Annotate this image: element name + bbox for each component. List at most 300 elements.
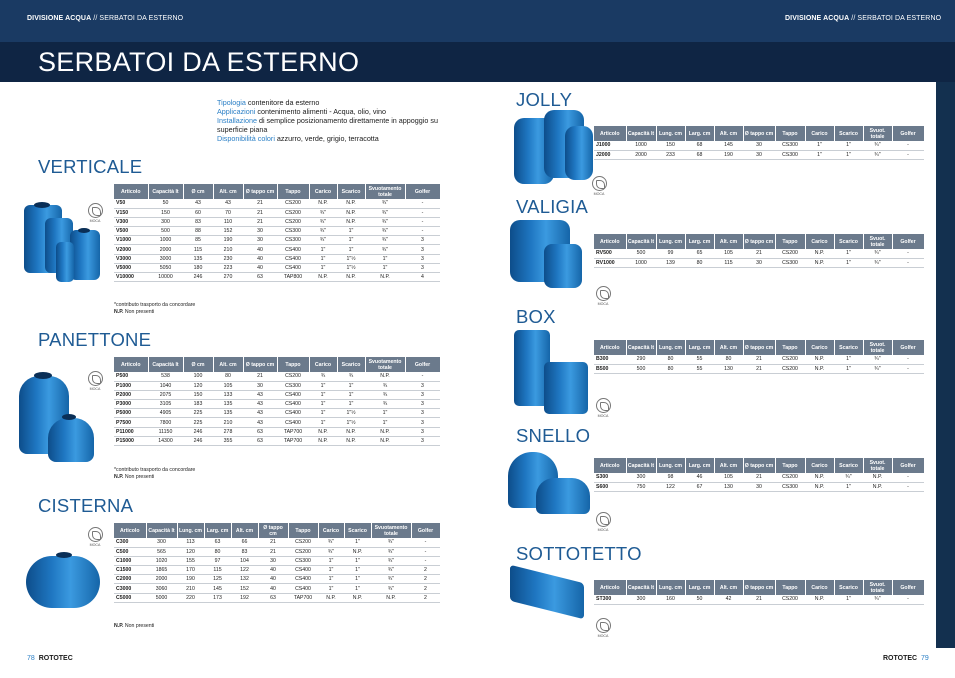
column-header: Carico (805, 234, 834, 249)
moca-icon: MOCA (592, 286, 614, 306)
table-cell: 225 (183, 409, 213, 418)
table-cell: - (405, 199, 440, 208)
table-cell: N.P. (344, 593, 371, 602)
table-cell: - (411, 538, 440, 547)
spec-table-verticale (114, 184, 441, 282)
table-cell: 30 (743, 141, 775, 150)
header-right-label: DIVISIONE ACQUA // SERBATOI DA ESTERNO (785, 15, 942, 22)
table-cell: 1" (337, 227, 365, 236)
column-header: Alt. cm (714, 234, 743, 249)
column-header: Ø tappo cm (243, 184, 277, 199)
table-cell: 2 (411, 575, 440, 584)
table-cell: 100 (183, 372, 213, 381)
table-cell: ¾" (318, 538, 344, 547)
table-cell: 150 (183, 390, 213, 399)
table-cell: CS300 (775, 150, 805, 159)
table-cell: 60 (183, 208, 213, 217)
article-code: B300 (594, 355, 626, 364)
section-title-panettone: PANETTONE (38, 329, 152, 350)
table-cell: 538 (148, 372, 183, 381)
column-header: Carico (805, 458, 834, 473)
column-header: Tappo (288, 523, 318, 538)
table-cell: - (411, 556, 440, 565)
table-row (114, 236, 440, 245)
table-cell: CS200 (277, 217, 309, 226)
table-cell: - (411, 547, 440, 556)
table-cell: 135 (183, 254, 213, 263)
article-code: P2000 (114, 390, 148, 399)
table-cell: 565 (146, 547, 177, 556)
table-cell: 2 (411, 566, 440, 575)
table-cell: - (892, 150, 924, 159)
article-code: P11000 (114, 427, 148, 436)
column-header: Alt. cm (213, 184, 243, 199)
column-header: Alt. cm (714, 580, 743, 595)
table-cell: CS200 (277, 372, 309, 381)
table-cell: ¾" (371, 556, 411, 565)
table-cell: 5000 (146, 593, 177, 602)
table-cell: 11150 (148, 427, 183, 436)
table-cell: 80 (656, 364, 685, 373)
moca-icon: MOCA (588, 176, 610, 196)
table-cell: 21 (743, 595, 775, 604)
table-cell: - (892, 355, 924, 364)
table-cell: N.P. (337, 436, 365, 445)
table-row (114, 418, 440, 427)
table-cell: 1" (337, 245, 365, 254)
table-cell: 1" (834, 364, 863, 373)
table-cell: 10000 (148, 273, 183, 282)
table-cell: 220 (177, 593, 204, 602)
moca-icon: MOCA (592, 512, 614, 532)
table-row (594, 355, 924, 364)
article-code: P15000 (114, 436, 148, 445)
table-cell: 2075 (148, 390, 183, 399)
table-header-row (594, 458, 924, 473)
table-cell: TAP700 (277, 427, 309, 436)
table-cell: ¾ (337, 372, 365, 381)
table-cell: 40 (243, 254, 277, 263)
table-cell: CS200 (277, 199, 309, 208)
article-code: C1500 (114, 566, 146, 575)
table-row (594, 258, 924, 267)
column-header: Ø tappo cm (258, 523, 288, 538)
column-header: Ø cm (183, 184, 213, 199)
table-cell: N.P. (805, 364, 834, 373)
table-cell: 115 (714, 258, 743, 267)
table-cell: ¾" (863, 141, 892, 150)
table-cell: 152 (231, 584, 258, 593)
column-header: Scarico (834, 234, 863, 249)
table-cell: N.P. (365, 427, 405, 436)
table-cell: N.P. (805, 473, 834, 482)
table-cell: 170 (177, 566, 204, 575)
table-cell: 30 (743, 482, 775, 491)
table-cell: 83 (183, 217, 213, 226)
table-row (114, 263, 440, 272)
table-cell: 1" (834, 249, 863, 258)
column-header: Scarico (344, 523, 371, 538)
table-cell: 132 (231, 575, 258, 584)
table-cell: 1" (318, 584, 344, 593)
column-header: Capacità lt (148, 357, 183, 372)
table-cell: 150 (148, 208, 183, 217)
article-code: P1000 (114, 381, 148, 390)
table-cell: - (892, 258, 924, 267)
table-cell: CS300 (775, 482, 805, 491)
table-cell: 43 (243, 400, 277, 409)
table-cell: ¾" (371, 538, 411, 547)
moca-icon: MOCA (84, 527, 106, 547)
table-header-row (594, 126, 924, 141)
table-cell: 43 (243, 409, 277, 418)
table-cell: 83 (231, 547, 258, 556)
table-cell: N.P. (805, 595, 834, 604)
table-cell: ¾" (365, 227, 405, 236)
column-header: Scarico (337, 357, 365, 372)
section-title-sottotetto: SOTTOTETTO (516, 543, 642, 564)
table-cell: N.P. (805, 258, 834, 267)
table-cell: 21 (743, 364, 775, 373)
table-row (114, 273, 440, 282)
column-header: Golfer (405, 357, 440, 372)
table-cell: 30 (243, 227, 277, 236)
table-cell: 152 (213, 227, 243, 236)
table-cell: 21 (743, 355, 775, 364)
table-cell: N.P. (365, 372, 405, 381)
column-header: Golfer (892, 234, 924, 249)
table-cell: 135 (213, 409, 243, 418)
table-cell: N.P. (337, 427, 365, 436)
column-header: Lung. cm (656, 126, 685, 141)
table-row (114, 390, 440, 399)
table-cell: CS300 (277, 236, 309, 245)
table-cell: CS400 (277, 409, 309, 418)
table-cell: 30 (743, 258, 775, 267)
table-cell: ¾" (309, 236, 337, 245)
table-cell: 80 (213, 372, 243, 381)
table-row (114, 245, 440, 254)
table-cell: CS300 (277, 227, 309, 236)
table-cell: 3 (405, 418, 440, 427)
column-header: Articolo (114, 357, 148, 372)
table-cell: - (892, 141, 924, 150)
table-cell: 105 (714, 249, 743, 258)
column-header: Articolo (594, 458, 626, 473)
table-cell: 1" (309, 418, 337, 427)
table-cell: ¾ (309, 372, 337, 381)
article-code: V50 (114, 199, 148, 208)
table-row (114, 538, 440, 547)
table-header-row (114, 523, 440, 538)
spec-table-sottotetto (594, 580, 925, 605)
article-code: J1000 (594, 141, 626, 150)
table-cell: 40 (258, 575, 288, 584)
column-header: Articolo (594, 340, 626, 355)
article-code: ST300 (594, 595, 626, 604)
table-cell: CS200 (775, 355, 805, 364)
table-cell: 3 (405, 400, 440, 409)
table-cell: 105 (714, 473, 743, 482)
table-cell: 2000 (146, 575, 177, 584)
article-code: C500 (114, 547, 146, 556)
table-cell: 1" (309, 381, 337, 390)
table-cell: 1000 (626, 141, 656, 150)
table-cell: - (405, 217, 440, 226)
table-cell: 21 (243, 208, 277, 217)
table-cell: 43 (243, 390, 277, 399)
table-row (114, 372, 440, 381)
table-cell: 110 (213, 217, 243, 226)
column-header: Ø tappo cm (243, 357, 277, 372)
table-cell: 1"½ (337, 409, 365, 418)
table-cell: 192 (231, 593, 258, 602)
table-cell: 2 (411, 584, 440, 593)
table-cell: ¾" (309, 227, 337, 236)
table-cell: 122 (231, 566, 258, 575)
table-cell: 99 (656, 249, 685, 258)
table-cell: CS400 (277, 390, 309, 399)
table-cell: 300 (626, 595, 656, 604)
article-code: C1000 (114, 556, 146, 565)
header-bar (0, 0, 955, 44)
table-cell: 246 (183, 273, 213, 282)
table-cell: 173 (204, 593, 231, 602)
column-header: Alt. cm (714, 340, 743, 355)
table-cell: N.P. (337, 217, 365, 226)
table-cell: 1" (309, 390, 337, 399)
table-cell: 3 (405, 409, 440, 418)
table-cell: 3 (405, 390, 440, 399)
table-cell: TAP700 (277, 436, 309, 445)
table-cell: 1" (309, 254, 337, 263)
article-code: V500 (114, 227, 148, 236)
table-cell: 1" (337, 381, 365, 390)
table-cell: 1040 (148, 381, 183, 390)
article-code: J2000 (594, 150, 626, 159)
column-header: Scarico (834, 126, 863, 141)
column-header: Alt. cm (714, 126, 743, 141)
section-title-cisterna: CISTERNA (38, 495, 134, 516)
article-code: V2000 (114, 245, 148, 254)
table-cell: 3 (405, 254, 440, 263)
article-code: P500 (114, 372, 148, 381)
table-cell: 21 (243, 217, 277, 226)
table-cell: 246 (183, 436, 213, 445)
table-cell: 7800 (148, 418, 183, 427)
table-cell: 63 (243, 436, 277, 445)
table-cell: 30 (743, 150, 775, 159)
article-code: C2000 (114, 575, 146, 584)
article-code: RV500 (594, 249, 626, 258)
article-code: V3000 (114, 254, 148, 263)
table-cell: CS300 (288, 556, 318, 565)
column-header: Capacità lt (626, 458, 656, 473)
table-cell: 355 (213, 436, 243, 445)
table-cell: N.P. (863, 482, 892, 491)
table-cell: 97 (204, 556, 231, 565)
section-title-snello: SNELLO (516, 425, 591, 446)
table-cell: 30 (243, 381, 277, 390)
table-cell: CS300 (277, 381, 309, 390)
table-cell: 1" (344, 566, 371, 575)
article-code: V150 (114, 208, 148, 217)
article-code: C3000 (114, 584, 146, 593)
table-cell: 1" (834, 258, 863, 267)
table-cell: CS400 (277, 418, 309, 427)
column-header: Articolo (114, 523, 146, 538)
column-header: Alt. cm (231, 523, 258, 538)
column-header: Ø tappo cm (743, 234, 775, 249)
table-cell: 2 (411, 593, 440, 602)
table-cell: 180 (183, 263, 213, 272)
article-code: P3000 (114, 400, 148, 409)
column-header: Ø tappo cm (743, 126, 775, 141)
table-cell: - (405, 372, 440, 381)
table-cell: 1" (805, 150, 834, 159)
table-cell: 43 (183, 199, 213, 208)
column-header: Larg. cm (685, 458, 714, 473)
table-cell: 246 (183, 427, 213, 436)
table-cell: 4905 (148, 409, 183, 418)
table-cell: CS200 (775, 473, 805, 482)
table-cell: 130 (714, 482, 743, 491)
article-code: RV1000 (594, 258, 626, 267)
table-cell: 3105 (148, 400, 183, 409)
table-cell: N.P. (309, 436, 337, 445)
column-header: Ø cm (183, 357, 213, 372)
table-row (594, 150, 924, 159)
spec-table-box (594, 340, 925, 374)
column-header: Scarico (337, 184, 365, 199)
column-header: Svuot. totale (863, 234, 892, 249)
table-row (114, 584, 440, 593)
table-row (594, 141, 924, 150)
table-cell: 122 (656, 482, 685, 491)
table-cell: 139 (656, 258, 685, 267)
table-cell: - (892, 482, 924, 491)
article-code: C300 (114, 538, 146, 547)
column-header: Svuot. totale (863, 126, 892, 141)
table-cell: 1020 (146, 556, 177, 565)
table-cell: CS400 (277, 400, 309, 409)
article-code: S300 (594, 473, 626, 482)
footer-right: ROTOTEC 79 (883, 655, 929, 662)
table-cell: 115 (204, 566, 231, 575)
article-code: P7500 (114, 418, 148, 427)
table-cell: 1" (834, 355, 863, 364)
table-cell: N.P. (365, 436, 405, 445)
table-row (114, 556, 440, 565)
table-cell: ¾" (863, 355, 892, 364)
column-header: Capacità lt (146, 523, 177, 538)
table-cell: 40 (258, 566, 288, 575)
table-cell: 1" (337, 390, 365, 399)
table-cell: 3 (405, 427, 440, 436)
table-cell: 223 (213, 263, 243, 272)
column-header: Scarico (834, 458, 863, 473)
table-cell: CS200 (288, 538, 318, 547)
table-cell: 1" (805, 141, 834, 150)
column-header: Articolo (594, 126, 626, 141)
table-cell: N.P. (309, 199, 337, 208)
table-cell: 1" (834, 150, 863, 159)
column-header: Golfer (405, 184, 440, 199)
table-cell: N.P. (805, 482, 834, 491)
table-cell: 190 (177, 575, 204, 584)
table-cell: 750 (626, 482, 656, 491)
table-cell: ¾" (863, 364, 892, 373)
table-header-row (114, 184, 440, 199)
column-header: Alt. cm (714, 458, 743, 473)
table-cell: 1" (344, 538, 371, 547)
column-header: Articolo (594, 234, 626, 249)
table-cell: CS400 (288, 584, 318, 593)
article-code: V300 (114, 217, 148, 226)
table-cell: 30 (258, 556, 288, 565)
article-code: V5000 (114, 263, 148, 272)
table-cell: 1" (309, 263, 337, 272)
table-row (114, 217, 440, 226)
table-cell: CS200 (288, 547, 318, 556)
table-cell: 1" (318, 566, 344, 575)
table-row (114, 593, 440, 602)
table-cell: 1"½ (337, 263, 365, 272)
table-row (114, 566, 440, 575)
column-header: Carico (805, 126, 834, 141)
table-cell: 66 (231, 538, 258, 547)
table-cell: 1" (344, 575, 371, 584)
table-row (114, 547, 440, 556)
column-header: Svuotamento totale (371, 523, 411, 538)
table-cell: 145 (204, 584, 231, 593)
column-header: Ø tappo cm (743, 580, 775, 595)
table-cell: 300 (148, 217, 183, 226)
table-cell: 210 (213, 245, 243, 254)
table-row (114, 436, 440, 445)
table-cell: 21 (243, 199, 277, 208)
table-cell: 21 (243, 372, 277, 381)
column-header: Svuot. totale (863, 458, 892, 473)
table-cell: 68 (685, 150, 714, 159)
table-cell: 125 (204, 575, 231, 584)
table-row (114, 199, 440, 208)
table-cell: 1865 (146, 566, 177, 575)
table-cell: CS400 (277, 245, 309, 254)
table-cell: - (892, 473, 924, 482)
page-title: SERBATOI DA ESTERNO (38, 47, 360, 77)
table-cell: 3 (405, 236, 440, 245)
table-cell: 1"½ (337, 254, 365, 263)
table-cell: 1" (365, 254, 405, 263)
table-cell: 190 (714, 150, 743, 159)
table-cell: N.P. (309, 427, 337, 436)
column-header: Svuot. totale (863, 580, 892, 595)
column-header: Capacità lt (626, 234, 656, 249)
table-header-row (594, 580, 924, 595)
table-cell: N.P. (371, 593, 411, 602)
table-cell: ¾" (365, 208, 405, 217)
table-cell: 230 (213, 254, 243, 263)
table-cell: 70 (213, 208, 243, 217)
table-cell: - (892, 595, 924, 604)
table-cell: 65 (685, 249, 714, 258)
table-cell: ¾" (834, 473, 863, 482)
table-cell: CS300 (775, 141, 805, 150)
table-row (594, 249, 924, 258)
table-cell: 145 (714, 141, 743, 150)
table-cell: 3000 (148, 254, 183, 263)
